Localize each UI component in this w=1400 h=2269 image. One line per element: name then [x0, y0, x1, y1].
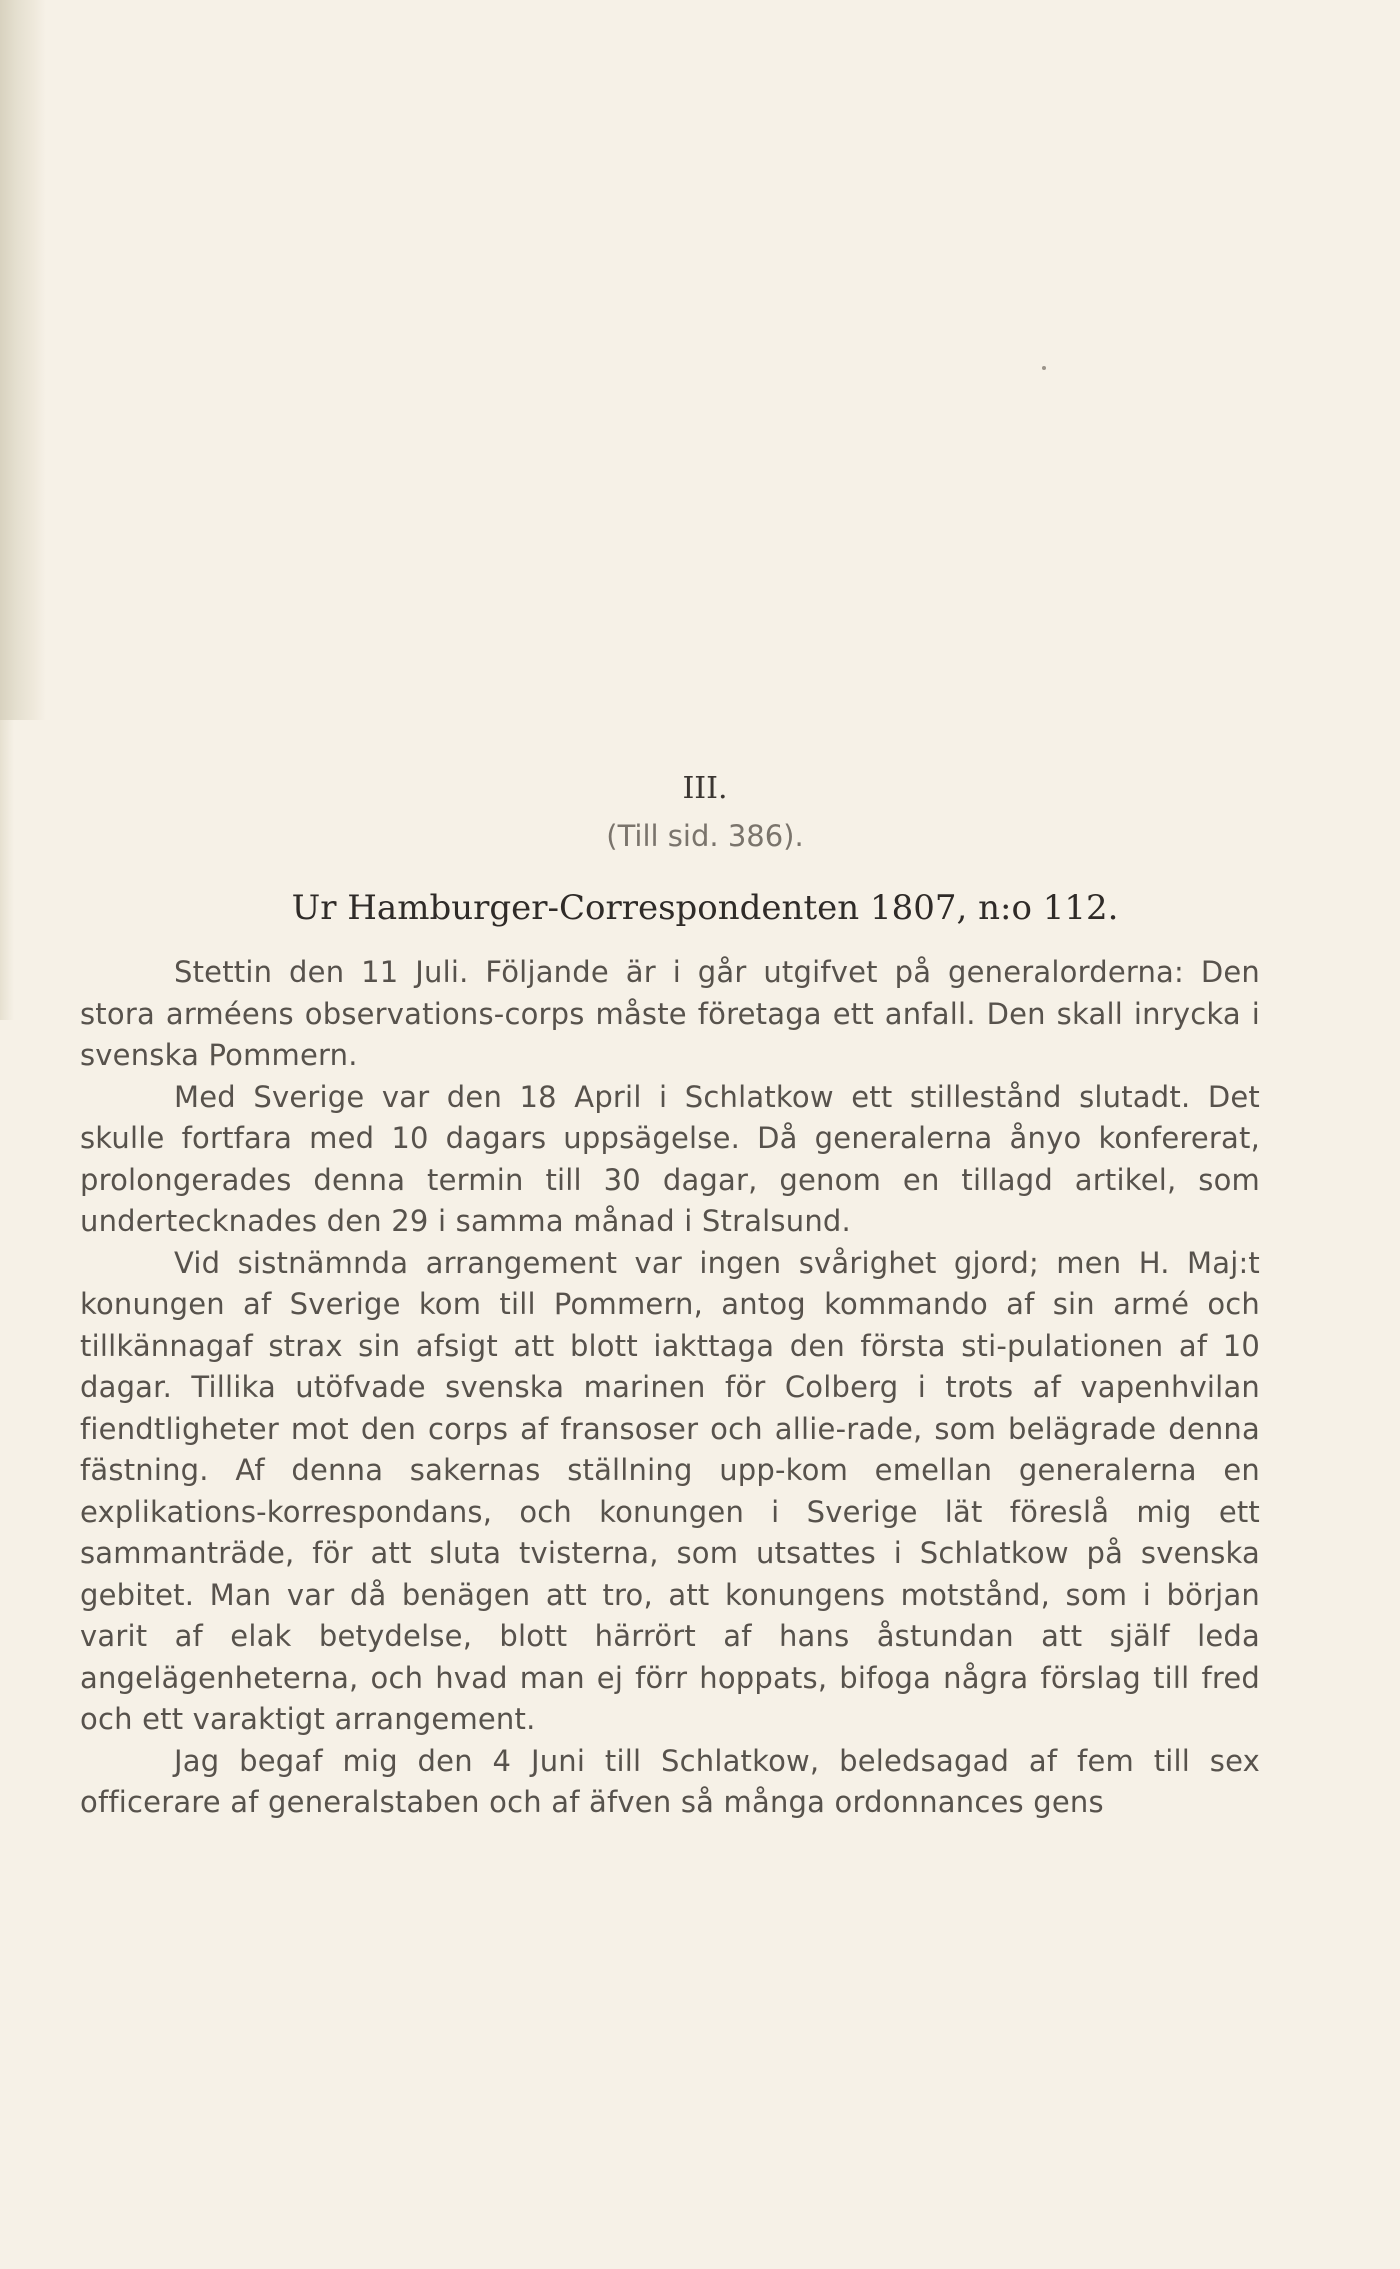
page-edge-shadow: [0, 0, 46, 720]
paper-speck: [1042, 366, 1046, 370]
paragraph-1: Stettin den 11 Juli. Följande är i går utgifvet på generalorderna: Den stora arméens observations-corps måste företaga ett anfall. Den skall inrycka i svenska Pommern.: [80, 955, 1260, 1072]
chapter-number: III.: [682, 771, 728, 806]
paragraph-4: Jag begaf mig den 4 Juni till Schlatkow, beledsagad af fem till sex officerare af generalstaben och af äfven så många ordonnances gens: [80, 1743, 1260, 1819]
document-body: [80, 952, 1260, 1824]
page-reference: (Till sid. 386).: [606, 819, 804, 853]
document-heading: Ur Hamburger-Correspondenten 1807, n:o 112.: [291, 888, 1119, 928]
page-edge-shadow-lower: [0, 720, 14, 1020]
paragraph-2: Med Sverige var den 18 April i Schlatkow ett stillestånd slutadt. Det skulle fortfara med 10 dagars uppsägelse. Då generalerna ånyo konfererat, prolongerades denna termin till 30 dagar, genom en tillagd artikel, som undertecknades den 29 i samma månad i Stralsund.: [80, 1079, 1260, 1238]
paragraph-3: Vid sistnämnda arrangement var ingen svårighet gjord; men H. Maj:t konungen af Sverige kom till Pommern, antog kommando af sin armé och tillkännagaf strax sin afsigt att blott iakttaga den första sti-pulationen af 10 dagar. Tillika utöfvade svenska marinen för Colberg i trots af vapenhvilan fiendtligheter mot den corps af fransoser och allie-rade, som belägrade denna fästning. Af denna sakernas ställning upp-kom emellan generalerna en explikations-korrespondans, och konungen i Sverige lät föreslå mig ett sammanträde, för att sluta tvisterna, som utsattes i Schlatkow på svenska gebitet. Man var då benägen att tro, att konungens motstånd, som i början varit af elak betydelse, blott härrört af hans åstundan att själf leda angelägenheterna, och hvad man ej förr hoppats, bifoga några förslag till fred och ett varaktigt arrangement.: [80, 1245, 1260, 1736]
document-page: [80, 770, 1260, 1824]
